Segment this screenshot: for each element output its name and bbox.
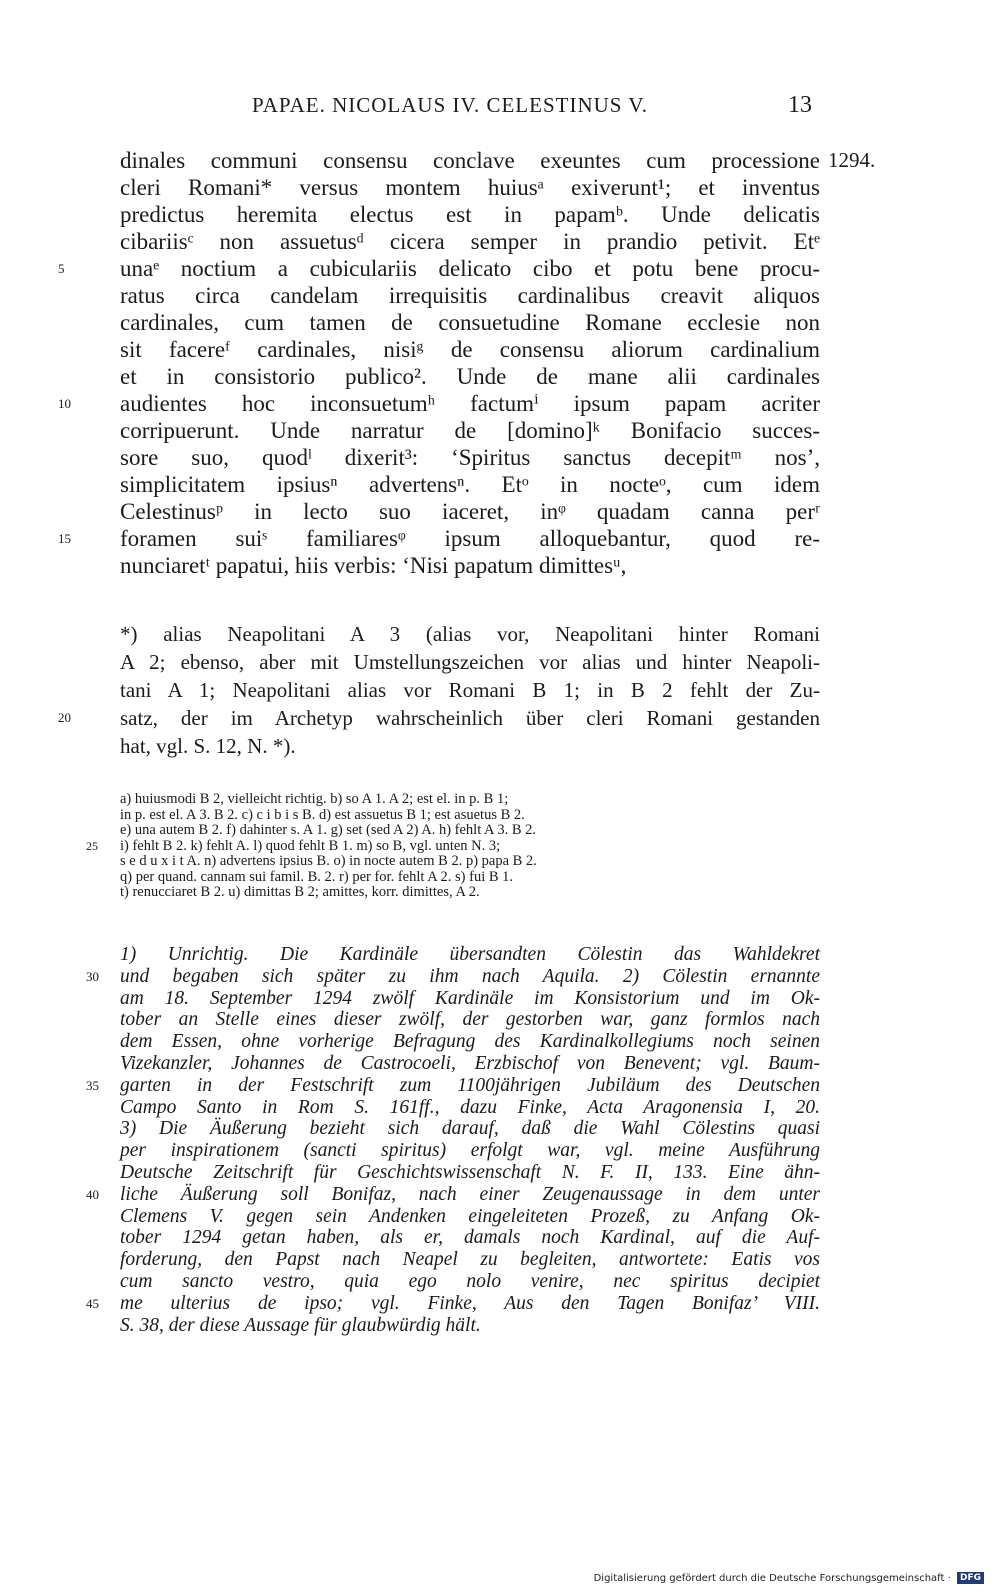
text-line xyxy=(120,648,820,676)
text-line xyxy=(120,1031,820,1053)
text-line xyxy=(120,1249,820,1271)
star-footnote xyxy=(58,620,820,760)
text-line xyxy=(86,1292,820,1315)
text-line xyxy=(120,444,820,471)
line-number: 30 xyxy=(86,968,99,984)
line-text: dem Essen, ohne vorherige Befragung des Kardinalkollegiums noch seinen xyxy=(120,1031,820,1053)
text-line xyxy=(120,471,820,498)
text-line xyxy=(120,201,820,228)
line-text: s e d u x i t A. n) advertens ipsius B. o) in nocte autem B 2. p) papa B 2. xyxy=(120,853,537,869)
text-line xyxy=(120,1271,820,1293)
line-number: 20 xyxy=(58,710,71,725)
text-line xyxy=(58,255,820,282)
line-text: e) una autem B 2. f) dahinter s. A 1. g) set (sed A 2) A. h) fehlt A 3. B 2. xyxy=(120,822,537,838)
running-head: PAPAE. NICOLAUS IV. CELESTINUS V. xyxy=(251,93,649,117)
line-text: hat, vgl. S. 12, N. *). xyxy=(120,734,296,758)
text-line xyxy=(120,1053,820,1075)
line-text: i) fehlt B 2. k) fehlt A. l) quod fehlt B 1. m) so B, vgl. unten N. 3; xyxy=(120,837,501,854)
line-text: dinales communi consensu conclave exeuntes cum processione xyxy=(120,148,820,173)
text-line xyxy=(120,363,820,390)
main-text xyxy=(58,147,820,579)
text-line xyxy=(120,336,820,363)
line-text: Deutsche Zeitschrift für Geschichtswissenschaft N. F. II, 133. Eine ähn- xyxy=(120,1161,820,1183)
line-text: S. 38, der diese Aussage für glaubwürdig hält. xyxy=(120,1314,481,1336)
text-line xyxy=(120,792,820,808)
text-line xyxy=(120,620,820,648)
text-line xyxy=(120,174,820,201)
text-line xyxy=(120,988,820,1010)
line-text: predictus heremita electus est in papamᵇ. Unde delicatis xyxy=(120,202,820,227)
text-line xyxy=(86,837,820,855)
line-number: 45 xyxy=(86,1295,99,1311)
text-line xyxy=(120,498,820,525)
text-line xyxy=(120,1140,820,1162)
line-text: ratus circa candelam irrequisitis cardinalibus creavit aliquos xyxy=(120,283,820,308)
line-text: et in consistorio publico². Unde de mane alii cardinales xyxy=(120,364,820,389)
digitization-credit xyxy=(594,1572,984,1584)
line-text: liche Äußerung soll Bonifaz, nach einer Zeugenaussage in dem unter xyxy=(120,1183,820,1205)
line-text: cleri Romani* versus montem huiusᵃ exiverunt¹; et inventus xyxy=(120,175,820,200)
line-text: nunciaretᵗ papatui, hiis verbis: ‘Nisi papatum dimittesᵘ, xyxy=(120,553,627,578)
line-text: t) renucciaret B 2. u) dimittas B 2; amittes, korr. dimittes, A 2. xyxy=(120,884,480,900)
line-number: 10 xyxy=(58,396,71,411)
line-text: garten in der Festschrift zum 1100jährigen Jubiläum des Deutschen xyxy=(120,1074,820,1096)
line-text: Celestinusᵖ in lecto suo iaceret, inᵠ quadam canna perʳ xyxy=(120,499,820,524)
line-text: 1) Unrichtig. Die Kardinäle übersandten Cölestin das Wahldekret xyxy=(120,944,820,965)
text-line xyxy=(120,870,820,886)
text-line xyxy=(120,1206,820,1228)
line-text: am 18. September 1294 zwölf Kardinäle im Konsistorium und im Ok- xyxy=(120,987,820,1009)
text-line xyxy=(86,1183,820,1206)
line-text: 3) Die Äußerung bezieht sich darauf, daß die Wahl Cölestins quasi xyxy=(120,1118,820,1140)
text-line xyxy=(120,1315,820,1337)
line-text: *) alias Neapolitani A 3 (alias vor, Neapolitani hinter Romani xyxy=(120,622,820,646)
line-text: unaᵉ noctium a cubiculariis delicato cibo et potu bene procu- xyxy=(120,256,820,281)
text-line xyxy=(120,1009,820,1031)
line-text: satz, der im Archetyp wahrscheinlich über cleri Romani gestanden xyxy=(120,706,820,730)
text-line xyxy=(120,808,820,824)
line-text: und begaben sich später zu ihm nach Aquila. 2) Cölestin ernannte xyxy=(120,965,820,987)
text-line xyxy=(120,1097,820,1119)
line-text: corripuerunt. Unde narratur de [domino]ᵏ Bonifacio succes- xyxy=(120,418,820,443)
line-text: in p. est el. A 3. B 2. c) c i b i s B. d) est assuetus B 1; est asuetus B 2. xyxy=(120,806,525,823)
text-line xyxy=(120,282,820,309)
line-text: me ulterius de ipso; vgl. Finke, Aus den Tagen Bonifaz’ VIII. xyxy=(120,1292,820,1314)
commentary-notes xyxy=(86,944,820,1336)
text-line xyxy=(58,525,820,552)
text-line xyxy=(58,390,820,417)
text-line xyxy=(120,552,820,579)
margin-year: 1294. xyxy=(828,148,876,172)
text-line xyxy=(120,732,820,760)
credit-text: Digitalisierung gefördert durch die Deutsche Forschungsgemeinschaft · xyxy=(593,1573,951,1584)
critical-apparatus xyxy=(86,791,820,901)
text-line xyxy=(120,885,820,901)
line-text: foramen suiˢ familiaresᵠ ipsum alloquebantur, quod re- xyxy=(120,526,820,551)
text-line xyxy=(120,309,820,336)
text-line xyxy=(120,1162,820,1184)
line-text: tober 1294 getan haben, als er, damals noch Kardinal, auf die Auf- xyxy=(120,1227,820,1249)
line-text: simplicitatem ipsiusⁿ advertensⁿ. Etᵒ in nocteᵒ, cum idem xyxy=(120,472,820,497)
line-text: audientes hoc inconsuetumʰ factumⁱ ipsum papam acriter xyxy=(120,391,820,416)
text-line xyxy=(120,147,820,174)
line-text: cum sancto vestro, quia ego nolo venire, nec spiritus decipiet xyxy=(120,1270,820,1292)
line-text: Campo Santo in Rom S. 161ff., dazu Finke, Acta Aragonensia I, 20. xyxy=(120,1096,820,1118)
line-number: 40 xyxy=(86,1186,99,1202)
line-text: a) huiusmodi B 2, vielleicht richtig. b) so A 1. A 2; est el. in p. B 1; xyxy=(120,791,509,807)
text-line xyxy=(120,228,820,255)
text-line xyxy=(58,704,820,732)
line-text: per inspirationem (sancti spiritus) erfolgt war, vgl. meine Ausführung xyxy=(120,1140,820,1162)
line-text: sit facereᶠ cardinales, nisiᵍ de consensu aliorum cardinalium xyxy=(120,337,820,362)
dfg-logo: DFG xyxy=(957,1572,984,1584)
line-text: tani A 1; Neapolitani alias vor Romani B 1; in B 2 fehlt der Zu- xyxy=(120,678,820,702)
line-text: forderung, den Papst nach Neapel zu begleiten, antwortete: Eatis vos xyxy=(120,1249,820,1271)
line-text: Clemens V. gegen sein Andenken eingeleiteten Prozeß, zu Anfang Ok- xyxy=(120,1205,820,1227)
line-text: sore suo, quodˡ dixerit³: ‘Spiritus sanctus decepitᵐ nos’, xyxy=(120,445,820,470)
line-number: 5 xyxy=(58,261,65,276)
text-line xyxy=(120,944,820,966)
text-line xyxy=(120,417,820,444)
line-text: A 2; ebenso, aber mit Umstellungszeichen vor alias und hinter Neapoli- xyxy=(120,650,820,674)
line-text: cibariisᶜ non assuetusᵈ cicera semper in prandio petivit. Etᵉ xyxy=(120,229,820,254)
line-text: q) per quand. cannam sui famil. B. 2. r) per for. fehlt A 2. s) fui B 1. xyxy=(120,868,514,885)
text-line xyxy=(120,1118,820,1140)
page-number: 13 xyxy=(788,92,812,118)
line-number: 25 xyxy=(86,838,98,853)
text-line xyxy=(120,1227,820,1249)
text-line xyxy=(86,965,820,988)
text-line xyxy=(86,1074,820,1097)
line-number: 35 xyxy=(86,1077,99,1093)
text-line xyxy=(120,676,820,704)
line-text: cardinales, cum tamen de consuetudine Romane ecclesie non xyxy=(120,310,820,335)
line-text: tober an Stelle eines dieser zwölf, der gestorben war, ganz formlos nach xyxy=(120,1009,820,1031)
text-line xyxy=(120,823,820,839)
line-number: 15 xyxy=(58,531,71,546)
line-text: Vizekanzler, Johannes de Castrocoeli, Erzbischof von Benevent; vgl. Baum- xyxy=(120,1052,820,1074)
text-line xyxy=(120,854,820,870)
